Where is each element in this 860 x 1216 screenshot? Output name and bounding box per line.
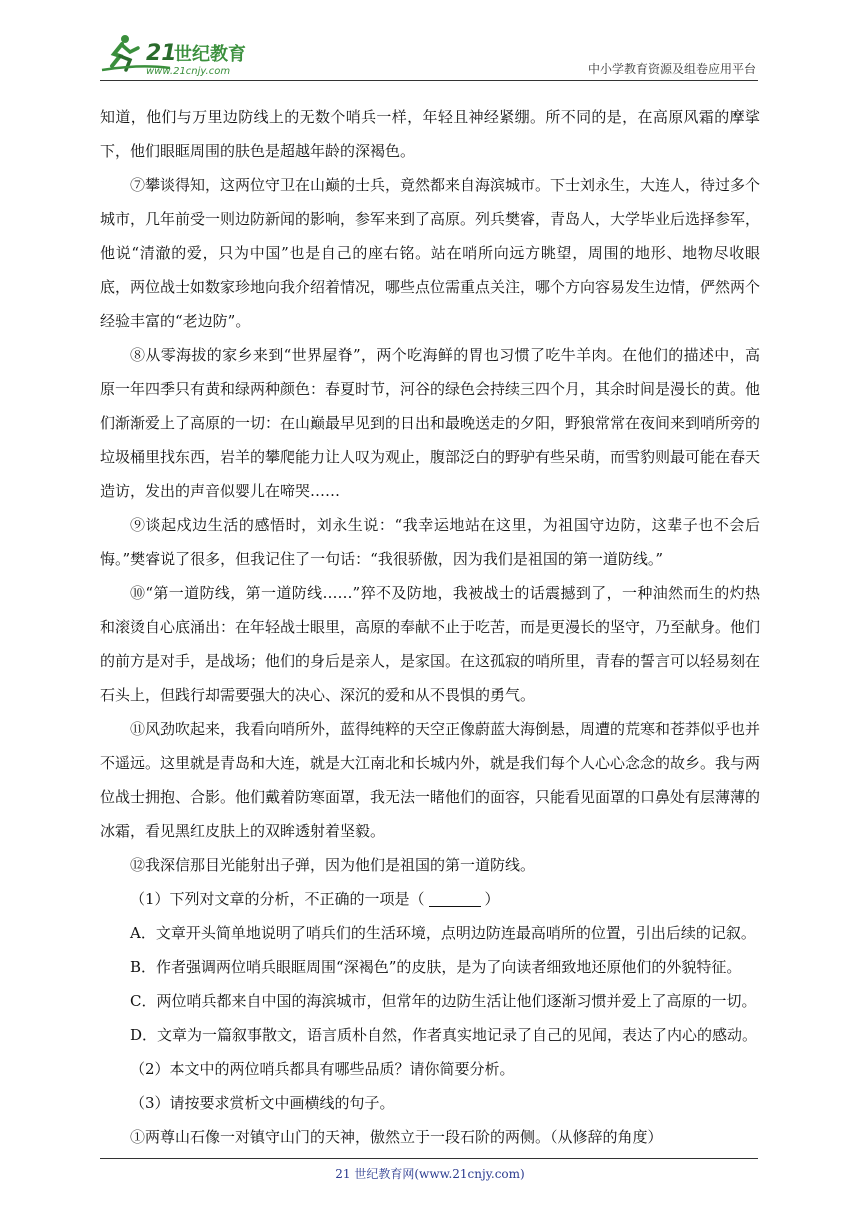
document-body [100, 100, 760, 1154]
question-3: （3）请按要求赏析文中画横线的句子。 [130, 1094, 395, 1112]
svg-text:21: 21 [146, 41, 177, 66]
logo-url: www.21cnjy.com [146, 66, 231, 77]
site-logo [100, 30, 265, 78]
option-a: A．文章开头简单地说明了哨兵们的生活环境，点明边防连最高哨所的位置，引出后续的记叙。 [130, 924, 756, 942]
paragraph-11: ⑪风劲吹起来，我看向哨所外，蓝得纯粹的天空正像蔚蓝大海倒悬，周遭的荒寒和苍莽似乎也并不遥远。这里就是青岛和大连，就是大江南北和长城内外，就是我们每个人心心念念的故乡。我与两位战士拥抱、合影。他们戴着防寒面罩，我无法一睹他们的面容，只能看见面罩的口鼻处有层薄薄的冰霜，看见黑红皮肤上的双眸透射着坚毅。 [100, 720, 761, 840]
paragraph-12: ⑫我深信那目光能射出子弹，因为他们是祖国的第一道防线。 [130, 856, 536, 874]
question-1-prompt: （1）下列对文章的分析，不正确的一项是（ [130, 890, 425, 908]
answer-blank[interactable] [429, 890, 481, 908]
footer-divider [100, 1158, 758, 1159]
paragraph-10: ⑩“第一道防线，第一道防线……”猝不及防地，我被战士的话震撼到了，一种油然而生的灼热和滚烫自心底涌出：在年轻战士眼里，高原的奉献不止于吃苦，而是更漫长的坚守，乃至献身。他们的前方是对手，是战场；他们的身后是亲人，是家国。在这孤寂的哨所里，青春的誓言可以轻易刻在石头上，但践行却需要强大的决心、深沉的爱和从不畏惧的勇气。 [100, 584, 761, 704]
paragraph-7: ⑦攀谈得知，这两位守卫在山巅的士兵，竟然都来自海滨城市。下士刘永生，大连人，待过多个城市，几年前受一则边防新闻的影响，参军来到了高原。列兵樊睿，青岛人，大学毕业后选择参军，他说“清澈的爱，只为中国”也是自己的座右铭。站在哨所向远方眺望，周围的地形、地物尽收眼底，两位战士如数家珍地向我介绍着情况，哪些点位需重点关注，哪个方向容易发生边情，俨然两个经验丰富的“老边防”。 [100, 176, 761, 330]
logo-text: 世纪教育 [174, 44, 246, 65]
paragraph-9: ⑨谈起戍边生活的感悟时，刘永生说：“我幸运地站在这里，为祖国守边防，这辈子也不会后悔。”樊睿说了很多，但我记住了一句话：“我很骄傲，因为我们是祖国的第一道防线。” [100, 516, 760, 568]
question-2: （2）本文中的两位哨兵都具有哪些品质？请你简要分析。 [130, 1060, 515, 1078]
option-b: B．作者强调两位哨兵眼眶周围“深褐色”的皮肤，是为了向读者细致地还原他们的外貌特征。 [130, 958, 742, 976]
paragraph-8: ⑧从零海拔的家乡来到“世界屋脊”，两个吃海鲜的胃也习惯了吃牛羊肉。在他们的描述中，高原一年四季只有黄和绿两种颜色：春夏时节，河谷的绿色会持续三四个月，其余时间是漫长的黄。他们渐渐爱上了高原的一切：在山巅最早见到的日出和最晚送走的夕阳，野狼常常在夜间来到哨所旁的垃圾桶里找东西，岩羊的攀爬能力让人叹为观止，腹部泛白的野驴有些呆萌，而雪豹则最可能在春天造访，发出的声音似婴儿在啼哭…… [100, 346, 761, 500]
page-header [100, 30, 758, 81]
paragraph-continuation: 知道，他们与万里边防线上的无数个哨兵一样，年轻且神经紧绷。所不同的是，在高原风霜的摩挲下，他们眼眶周围的肤色是超越年龄的深褐色。 [100, 108, 760, 160]
platform-name: 中小学教育资源及组卷应用平台 [587, 62, 756, 76]
question-1 [100, 882, 760, 916]
option-c: C．两位哨兵都来自中国的海滨城市，但常年的边防生活让他们逐渐习惯并爱上了高原的一切。 [130, 992, 757, 1010]
question-3-item-1: ①两尊山石像一对镇守山门的天神，傲然立于一段石阶的两侧。（从修辞的角度） [130, 1128, 663, 1146]
option-d: D．文章为一篇叙事散文，语言质朴自然，作者真实地记录了自己的见闻，表达了内心的感动。 [130, 1026, 758, 1044]
page-footer: 21 世纪教育网(www.21cnjy.com) [335, 1167, 525, 1181]
question-1-close: ） [484, 890, 500, 908]
